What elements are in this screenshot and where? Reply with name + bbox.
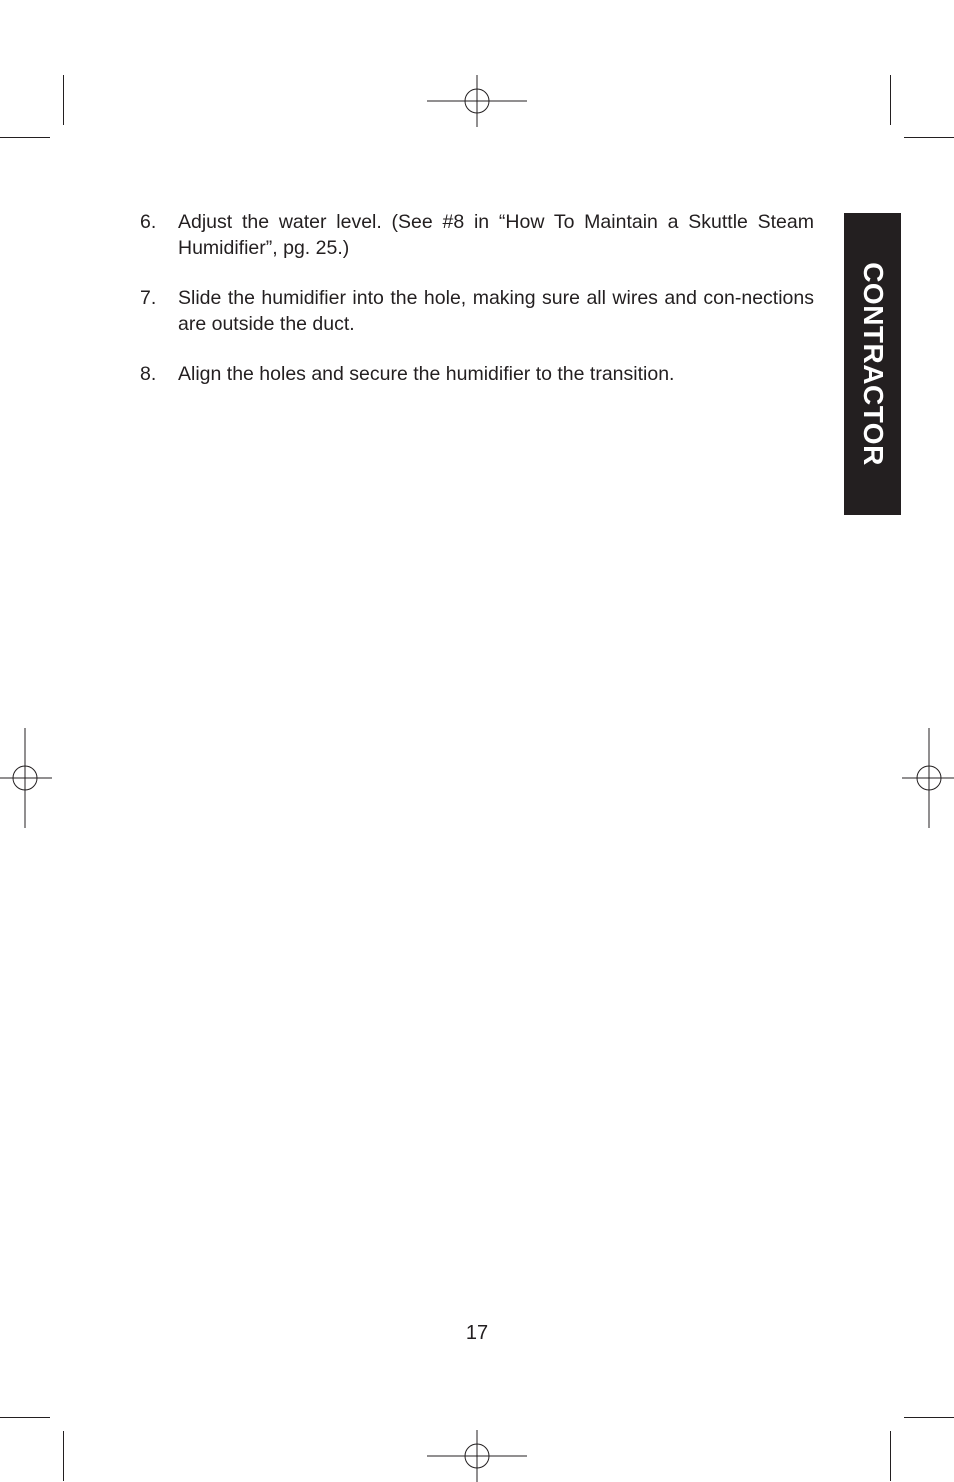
crop-mark-bottom-right-vertical	[890, 1431, 891, 1481]
step-text: Adjust the water level. (See #8 in “How To Maintain a Skuttle Steam Humidifier”, pg. 25.)	[178, 211, 814, 259]
page-number: 17	[465, 1322, 489, 1344]
crop-mark-bottom-right-horizontal	[904, 1417, 954, 1418]
instruction-steps-list	[140, 210, 814, 413]
registration-mark-top-icon	[427, 75, 527, 127]
step-text: Slide the humidifier into the hole, making sure all wires and con-nections are outside the duct.	[178, 287, 814, 335]
crop-mark-top-left-vertical	[63, 75, 64, 125]
crop-mark-top-right-horizontal	[904, 137, 954, 138]
registration-mark-left-icon	[0, 728, 52, 828]
crop-mark-bottom-left-horizontal	[0, 1417, 50, 1418]
crop-mark-bottom-left-vertical	[63, 1431, 64, 1481]
registration-mark-bottom-icon	[427, 1430, 527, 1482]
crop-mark-top-right-vertical	[890, 75, 891, 125]
instruction-step-7	[140, 286, 814, 337]
crop-mark-top-left-horizontal	[0, 137, 50, 138]
step-text: Align the holes and secure the humidifier to the transition.	[178, 363, 675, 385]
step-number: 6.	[140, 211, 157, 233]
section-side-tab-label: CONTRACTOR	[857, 262, 889, 466]
section-side-tab	[844, 213, 901, 515]
step-number: 8.	[140, 363, 157, 385]
registration-mark-right-icon	[902, 728, 954, 828]
instruction-step-8	[140, 362, 814, 388]
instruction-step-6	[140, 210, 814, 261]
step-number: 7.	[140, 287, 157, 309]
